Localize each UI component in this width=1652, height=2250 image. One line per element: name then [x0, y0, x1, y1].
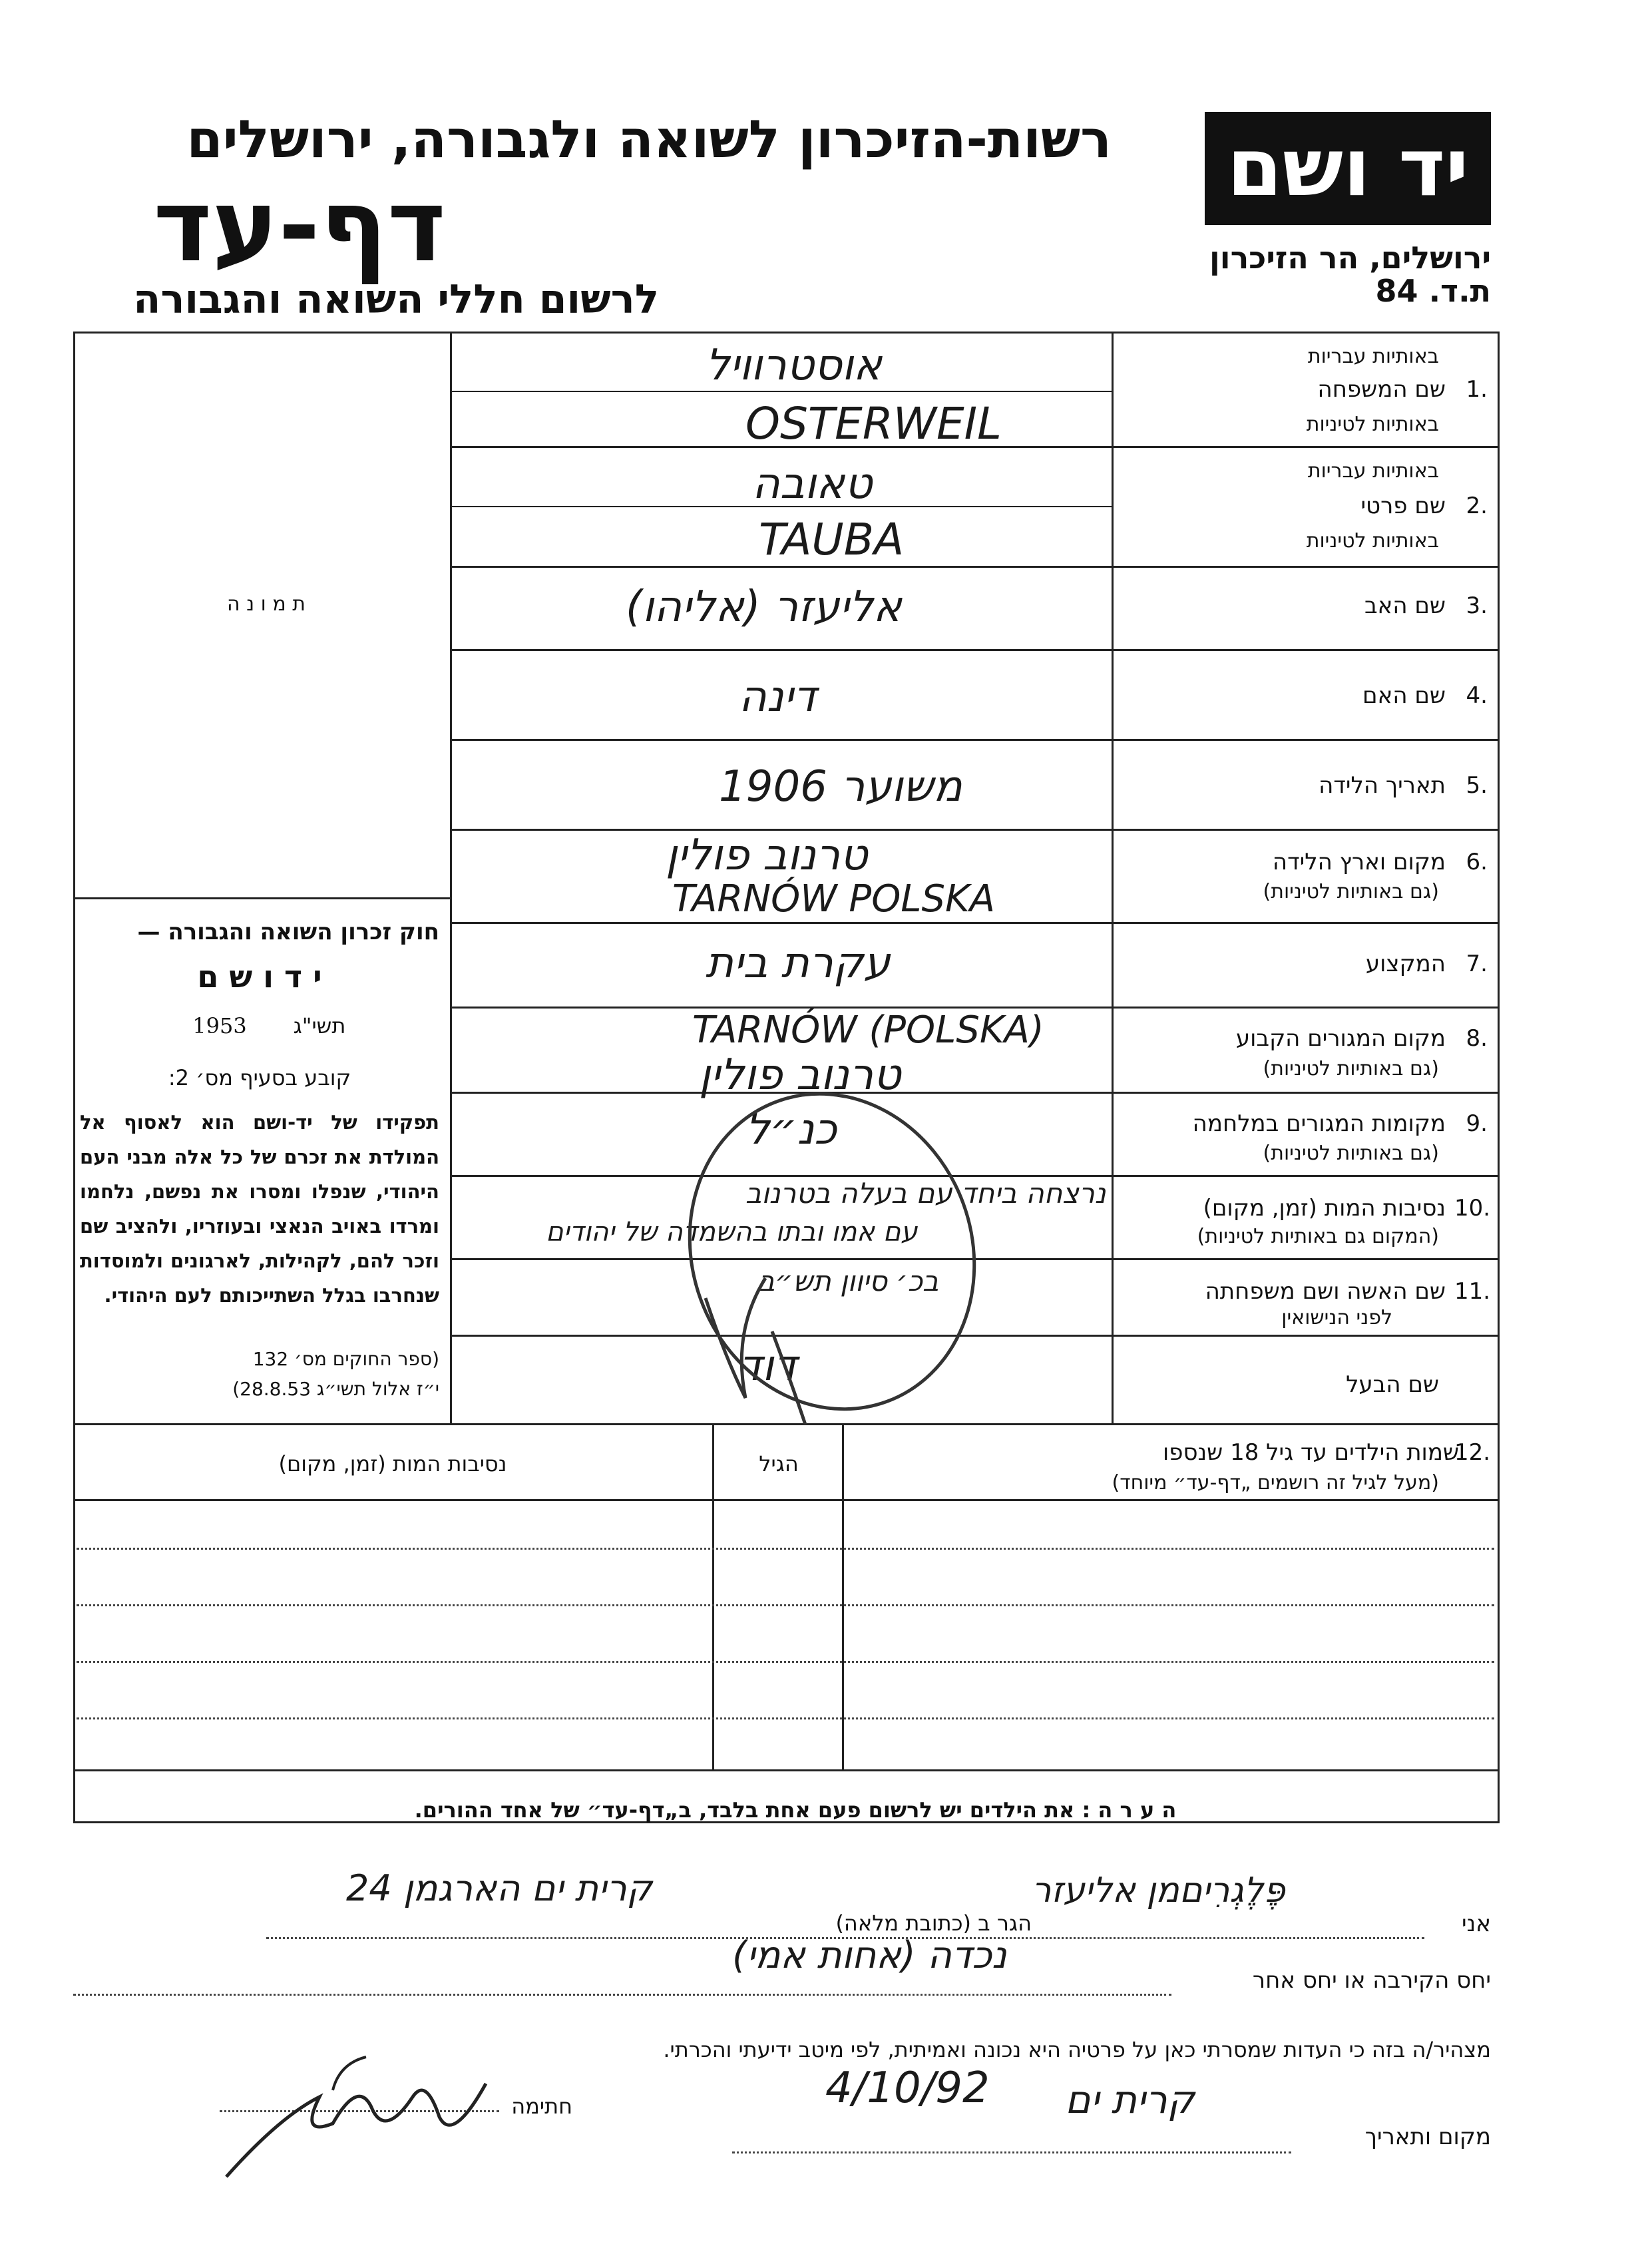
child-row-line — [77, 1604, 1494, 1606]
law-section: קובע בסעיף מס׳ 2: — [168, 1065, 351, 1090]
value-permanent-residence-hebrew: טרנוב פולין — [699, 1050, 901, 1100]
children-subtitle: (מעל לגיל זה רושמים „דף-עד״ מיוחד) — [1112, 1471, 1439, 1494]
photo-label: ת מ ו נ ה — [226, 592, 306, 616]
place-date-label: מקום ותאריך — [1364, 2124, 1491, 2150]
declarant-line-2 — [73, 1994, 1171, 1996]
field-label-wife-maiden-name: שם האשה ושם משפחתה — [1205, 1278, 1446, 1305]
value-mother-name: דינה — [739, 672, 817, 722]
law-text: תפקידו של יד-ושם הוא לאסוף אל המולדת את זכרם של כל אלה מבני העם היהודי, שנפלו ומסרו את נפשם, נלחמו ומרדו באויב הנאצי ובעוזריו, ולהציב שם וזכר להם, לקהילות, לארגונים ולמוסדות שנחרבו בגלל השתייכותם לעם היהודי. — [80, 1111, 439, 1307]
value-birth-place-hebrew: טרנוב פולין — [666, 831, 868, 880]
children-header-line — [73, 1499, 1500, 1501]
declarant-address-label: הגר ב (כתובת מלאה) — [835, 1911, 1032, 1936]
field-sub-latin: (גם באותיות לטיניות) — [1263, 1142, 1439, 1165]
field-sub-before-marriage: לפני הנישואין — [1281, 1306, 1392, 1329]
value-family-name-hebrew: אוסטרוויל — [706, 341, 882, 390]
field-number: 3. — [1466, 592, 1488, 619]
form-subtitle: לרשום חללי השואה והגבורה — [133, 276, 659, 323]
frame-right — [1498, 332, 1500, 1821]
value-husband-name: דוד — [739, 1341, 797, 1391]
children-death-header: נסיבות המות (זמן, מקום) — [278, 1451, 507, 1476]
value-father-name: אליעזר (אליהו) — [626, 582, 902, 632]
value-occupation: עקרת בית — [706, 939, 891, 988]
field-number: 11. — [1454, 1278, 1491, 1305]
field-number: 8. — [1466, 1025, 1488, 1052]
field-number: 5. — [1466, 772, 1488, 799]
field-number: 4. — [1466, 682, 1488, 709]
children-note: ה ע ר ה : את הילדים יש לרשום פעם אחת בלבד, ב„דף-עד״ של אחד ההורים. — [414, 1797, 1177, 1823]
field-label-father-name: שם האב — [1364, 592, 1446, 619]
signature-label: חתימה — [511, 2094, 572, 2119]
value-wartime-residence: כנ״ל — [745, 1105, 837, 1154]
field-sub-hebrew: באותיות עבריות — [1307, 345, 1439, 368]
stamp-circle — [666, 1078, 998, 1425]
field-label-husband-name: שם הבעל — [1346, 1371, 1439, 1398]
field-label-occupation: המקצוע — [1365, 951, 1446, 977]
organization-name: רשות-הזיכרון לשואה ולגבורה, ירושלים — [186, 110, 1112, 170]
yad-vashem-logo: יד ושם — [1205, 112, 1491, 225]
law-title: חוק זכרון השואה והגבורה — — [137, 919, 439, 945]
field-sub-latin: באותיות לטיניות — [1306, 529, 1439, 553]
field-number: 6. — [1466, 849, 1488, 875]
row-line — [450, 739, 1500, 741]
law-book: (ספר החוקים מס׳ 132 — [252, 1348, 439, 1370]
field-label-birth-place: מקום וארץ הלידה — [1272, 849, 1446, 875]
logo-location: ירושלים, הר הזיכרון — [1209, 240, 1491, 276]
field-sub-latin: (המקום גם באותיות לטיניות) — [1197, 1225, 1439, 1248]
row-line — [450, 922, 1500, 924]
field-sub-latin: (גם באותיות לטיניות) — [1263, 880, 1439, 903]
field-number: 10. — [1454, 1195, 1491, 1222]
field-sub-hebrew: באותיות עבריות — [1307, 459, 1439, 483]
field-sub-latin: באותיות לטיניות — [1306, 413, 1439, 436]
photo-law-divider — [73, 897, 450, 899]
declarant-i-label: אני — [1462, 1911, 1491, 1937]
field-label-first-name: שם פרטי — [1360, 493, 1446, 519]
declarant-address: קרית ים הארגמן 24 — [346, 1867, 652, 1909]
place-date-line — [732, 2151, 1291, 2153]
value-first-name-hebrew: טאובה — [752, 459, 873, 509]
field-label-wartime-residence: מקומות המגורים במלחמה — [1192, 1110, 1446, 1137]
form-title: דף-עד — [153, 168, 446, 284]
declaration-text: מצהיר/ה בזה כי העדות שמסרתי כאן על פרטיה היא נכונה ואמיתית, לפי מיטב ידיעתי והכרתי. — [663, 2037, 1491, 2062]
row-line — [450, 649, 1500, 651]
field-sub-latin: (גם באותיות לטיניות) — [1263, 1057, 1439, 1080]
law-year-hebrew: תשי"ג — [293, 1013, 346, 1038]
field-number: 9. — [1466, 1110, 1488, 1137]
value-permanent-residence-latin: TARNÓW (POLSKA) — [692, 1009, 1044, 1052]
signature-scribble — [200, 2037, 519, 2190]
child-row-line — [77, 1661, 1494, 1663]
value-birth-date: משוער 1906 — [719, 762, 962, 811]
value-death-circumstances-2: עם אמו ובתו בהשמדה של יהודים — [546, 1217, 918, 1247]
field-label-birth-date: תאריך הלידה — [1319, 772, 1446, 799]
field-number: 1. — [1466, 376, 1488, 403]
declarant-relation: נכדה (אחות אמי) — [732, 1934, 1007, 1977]
child-row-line — [77, 1548, 1494, 1550]
declarant-name: פֶּלֶגְרִיםמן אליעזר — [1032, 1871, 1285, 1911]
child-row-line — [77, 1717, 1494, 1719]
value-death-circumstances-1: נרצחה ביחד עם בעלה בטרנוב — [745, 1177, 1106, 1210]
field-number: 12. — [1454, 1439, 1491, 1466]
children-age-header: הגיל — [759, 1451, 799, 1476]
value-family-name-latin: OSTERWEIL — [745, 398, 1002, 449]
field-label-permanent-residence: מקום המגורים הקבוע — [1235, 1025, 1446, 1052]
frame-left — [73, 332, 75, 1821]
field-number: 2. — [1466, 493, 1488, 519]
declaration-place: קרית ים — [1065, 2077, 1195, 2122]
law-date: י״ז אלול תשי״ג 28.8.53) — [232, 1378, 439, 1400]
field-label-death-circumstances: נסיבות המות (זמן, מקום) — [1203, 1195, 1446, 1222]
declarant-relation-label: יחס הקירבה או יחס אחר — [1252, 1967, 1491, 1994]
value-wife-maiden-name: בכ׳ סיוון תש״ב — [759, 1265, 939, 1297]
field-label-family-name: שם המשפחה — [1317, 376, 1446, 403]
law-year: 1953 — [192, 1013, 247, 1038]
law-name: י ד ו ש ם — [197, 959, 322, 995]
row-line — [450, 391, 1112, 392]
value-birth-place-latin: TARNÓW POLSKA — [672, 877, 996, 921]
row-line — [450, 829, 1500, 831]
value-first-name-latin: TAUBA — [759, 514, 905, 565]
logo-pobox: ת.ד. 84 — [1375, 273, 1491, 309]
declaration-date: 4/10/92 — [825, 2064, 990, 2113]
field-label-mother-name: שם האם — [1362, 682, 1446, 709]
children-bottom-line — [73, 1769, 1500, 1771]
row-line — [450, 566, 1500, 568]
frame-top — [73, 332, 1498, 334]
children-title: שמות הילדים עד גיל 18 שנספו — [1162, 1439, 1459, 1466]
field-number: 7. — [1466, 951, 1488, 977]
